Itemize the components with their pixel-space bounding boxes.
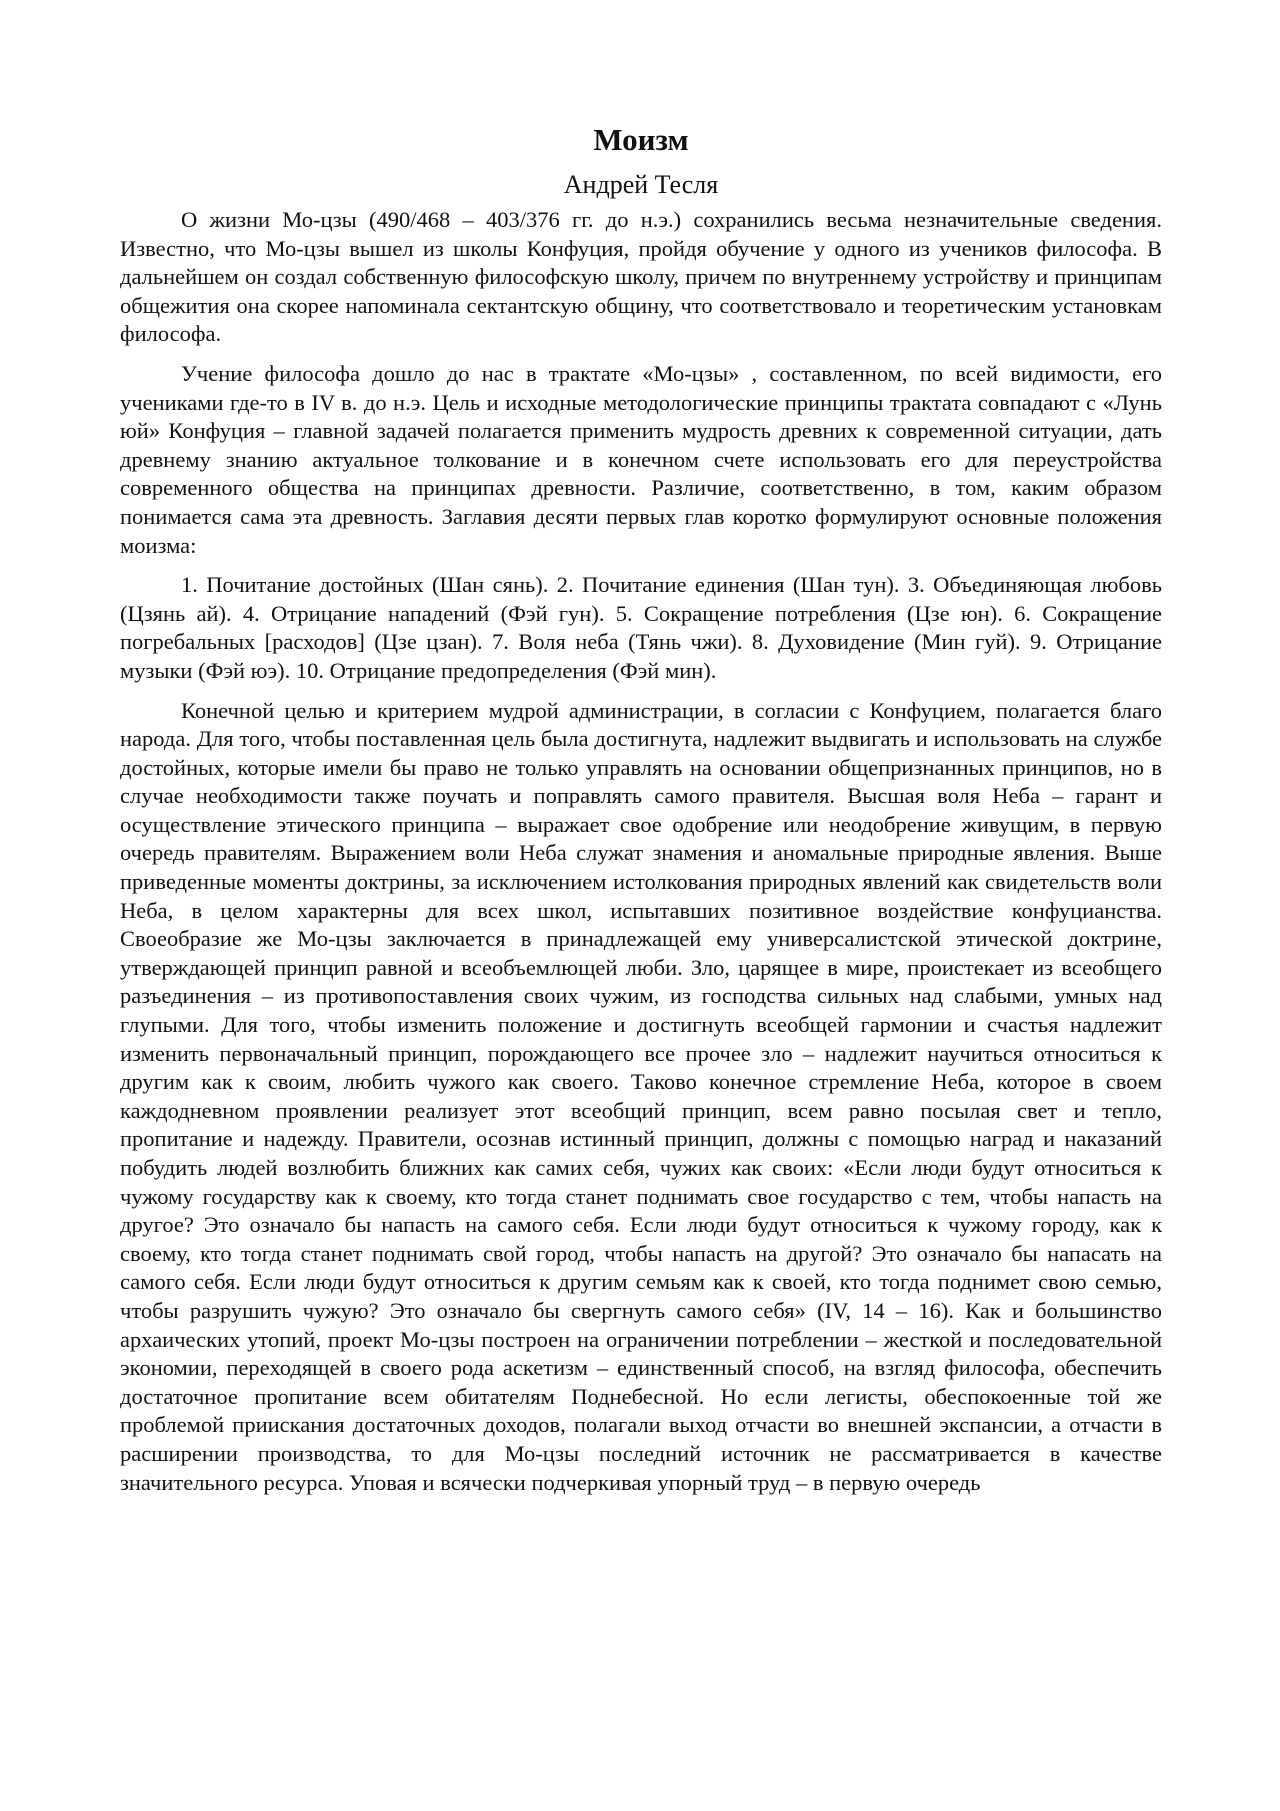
paragraph-1: О жизни Мо-цзы (490/468 – 403/376 гг. до н.э.) сохранились весьма незначительные сведения. Известно, что Мо-цзы вышел из школы Конфуция, пройдя обучение у одного из учеников философа. В дальнейшем он создал собственную философскую школу, причем по внутреннему устройству и принципам общежития она скорее напоминала сектантскую общину, что соответствовало и теоретическим установкам философа. — [120, 207, 1162, 347]
document-author: Андрей Тесля — [563, 170, 719, 199]
paragraph-3: 1. Почитание достойных (Шан сянь). 2. Почитание единения (Шан тун). 3. Объединяющая любовь (Цзянь ай). 4. Отрицание нападений (Фэй гун). 5. Сокращение потребления (Цзе юн). 6. Сокращение погребальных [расходов] (Цзе цзан). 7. Воля неба (Тянь чжи). 8. Духовидение (Мин гуй). 9. Отрицание музыки (Фэй юэ). 10. Отрицание предопределения (Фэй мин). — [120, 572, 1162, 683]
document-title: Моизм — [593, 122, 689, 157]
paragraph-4: Конечной целью и критерием мудрой администрации, в согласии с Конфуцием, полагается благо народа. Для того, чтобы поставленная цель была достигнута, надлежит выдвигать и использовать на службе достойных, которые имели бы право не только управлять на основании общепризнанных принципов, но в случае необходимости также поучать и поправлять самого правителя. Высшая воля Неба – гарант и осуществление этического принципа – выражает свое одобрение или неодобрение живущим, в первую очередь правителям. Выражением воли Неба служат знамения и аномальные природные явления. Выше приведенные моменты доктрины, за исключением истолкования природных явлений как свидетельств воли Неба, в целом характерны для всех школ, испытавших позитивное воздействие конфуцианства. Своеобразие же Мо-цзы заключается в принадлежащей ему универсалистской этической доктрине, утверждающей принцип равной и всеобъемлющей люби. Зло, царящее в мире, проистекает из всеобщего разъединения – из противопоставления своих чужим, из господства сильных над слабыми, умных над глупыми. Для того, чтобы изменить положение и достигнуть всеобщей гармонии и счастья надлежит изменить первоначальный принцип, порождающего все прочее зло – надлежит научиться относиться к другим как к своим, любить чужого как своего. Таково конечное стремление Неба, которое в своем каждодневном проявлении реализует этот всеобщий принцип, всем равно посылая свет и тепло, пропитание и надежду. Правители, осознав истинный принцип, должны с помощью наград и наказаний побудить людей возлюбить ближних как самих себя, чужих как своих: «Если люди будут относиться к чужому государству как к своему, кто тогда станет поднимать свое государство с тем, чтобы напасть на другое? Это означало бы напасть на самого себя. Если люди будут относиться к чужому городу, как к своему, кто тогда станет поднимать свой город, чтобы напасть на другой? Это означало бы напасать на самого себя. Если люди будут относиться к другим семьям как к своей, кто тогда поднимет свою семью, чтобы разрушить чужую? Это означало бы свергнуть самого себя» (IV, 14 – 16). Как и большинство архаических утопий, проект Мо-цзы построен на ограничении потреблении – жесткой и последовательной экономии, переходящей в своего рода аскетизм – единственный способ, на взгляд философа, обеспечить достаточное пропитание всем обитателям Поднебесной. Но если легисты, обеспокоенные той же проблемой приискания достаточных доходов, полагали выход отчасти во внешней экспансии, а отчасти в расширении производства, то для Мо-цзы последний источник не рассматривается в качестве значительного ресурса. Уповая и всячески подчеркивая упорный труд – в первую очередь — [120, 697, 1162, 1495]
document-page — [120, 120, 1162, 1508]
paragraph-2: Учение философа дошло до нас в трактате «Мо-цзы» , составленном, по всей видимости, его учениками где-то в IV в. до н.э. Цель и исходные методологические принципы трактата совпадают с «Лунь юй» Конфуция – главной задачей полагается применить мудрость древних к современной ситуации, дать древнему знанию актуальное толкование и в конечном счете использовать его для переустройства современного общества на принципах древности. Различие, соответственно, в том, каким образом понимается сама эта древность. Заглавия десяти первых глав коротко формулируют основные положения моизма: — [120, 360, 1162, 558]
